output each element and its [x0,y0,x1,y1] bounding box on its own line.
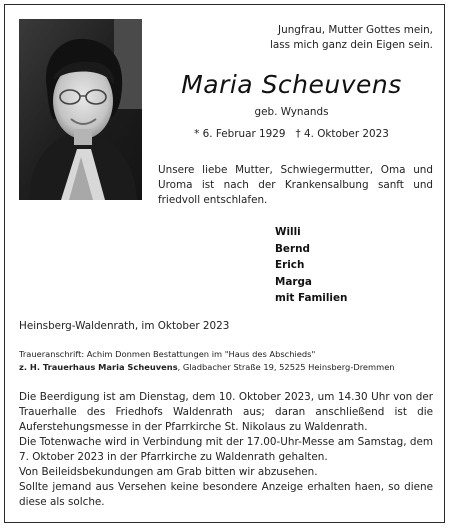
mourning-address [19,348,433,374]
portrait-photo [19,19,142,200]
mourner: mit Familien [275,292,348,304]
maiden-name: geb. Wynands [254,106,329,118]
funeral-notes [19,390,433,510]
note-funeral: Die Beerdigung ist am Dienstag, dem 10. Oktober 2023, um 14.30 Uhr von der Trauerhalle des Friedhofs Waldenrath aus; daran anschließend ist die Auferstehungsmesse in der Pfarrkirche St. Nikolaus zu Waldenrath. [19,391,433,433]
note-condolences: Von Beileidsbekundungen am Grab bitten wir abzusehen. [19,466,318,478]
mourner: Willi [275,226,301,238]
mourner: Erich [275,259,305,271]
note-notice: Sollte jemand aus Versehen keine besondere Anzeige erhalten haen, so diene diese als solche. [19,481,433,508]
address-line-2 [19,361,433,374]
mourners-list [275,224,425,307]
birth-date: * 6. Februar 1929 [194,128,286,140]
death-date: † 4. Oktober 2023 [295,128,389,140]
life-dates [150,128,433,140]
mourner: Bernd [275,242,310,255]
address-line-1: Traueranschrift: Achim Donmen Bestattungen im "Haus des Abschieds" [19,349,316,359]
address-recipient: z. H. Trauerhaus Maria Scheuvens [19,362,178,372]
mourner: Marga [275,275,312,288]
deceased-name: Maria Scheuvens [181,70,402,99]
intro-text: Unsere liebe Mutter, Schwiegermutter, Oma und Uroma ist nach der Krankensalbung sanft und friedvoll entschlafen. [158,164,433,206]
verse-line-1: Jungfrau, Mutter Gottes mein, [278,24,433,36]
verse-line-2: lass mich ganz dein Eigen sein. [270,39,433,51]
note-wake: Die Totenwache wird in Verbindung mit der 17.00-Uhr-Messe am Samstag, dem 7. Oktober 2023 in der Pfarrkirche zu Waldenrath gehalten. [19,436,433,463]
place-date: Heinsberg-Waldenrath, im Oktober 2023 [19,320,230,332]
verse [150,23,433,53]
address-street: , Gladbacher Straße 19, 52525 Heinsberg-Dremmen [177,362,395,372]
portrait-image [19,19,142,200]
